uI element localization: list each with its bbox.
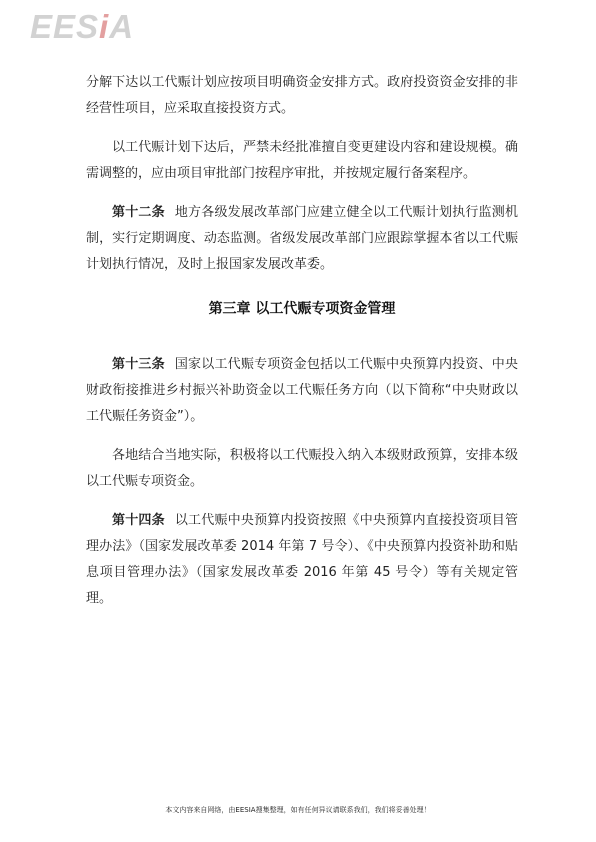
- paragraph-text: 各地结合当地实际，积极将以工代赈投入纳入本级财政预算，安排本级以工代赈专项资金。: [86, 448, 518, 489]
- paragraph-text: 以工代赈计划下达后，严禁未经批准擅自变更建设内容和建设规模。确需调整的，应由项目审批部门按程序审批，并按规定履行备案程序。: [86, 140, 518, 181]
- article-number: 第十四条: [112, 513, 165, 528]
- document-body: [86, 70, 518, 625]
- eesia-logo: [30, 8, 134, 46]
- article-number: 第十三条: [112, 357, 165, 372]
- logo-accent: i: [99, 8, 110, 45]
- paragraph: [86, 508, 518, 612]
- paragraph: [86, 70, 518, 122]
- paragraph: [86, 352, 518, 430]
- paragraph: [86, 135, 518, 187]
- paragraph-text: 分解下达以工代赈计划应按项目明确资金安排方式。政府投资资金安排的非经营性项目，应采取直接投资方式。: [86, 75, 518, 116]
- paragraph-text: 以工代赈中央预算内投资按照《中央预算内直接投资项目管理办法》（国家发展改革委 2014 年第 7 号令）、《中央预算内投资补助和贴息项目管理办法》（国家发展改革委 2016 年第 45 号令）等有关规定管理。: [86, 513, 518, 606]
- paragraph: [86, 443, 518, 495]
- article-number: 第十二条: [112, 205, 165, 220]
- footer-disclaimer: 本文内容来自网络，由EESIA搜集整理，如有任何异议请联系我们，我们将妥善处理！: [165, 806, 431, 814]
- chapter-title: 第三章 以工代赈专项资金管理: [208, 301, 396, 317]
- paragraph: [86, 200, 518, 278]
- logo-tail: A: [109, 8, 135, 45]
- paragraph-text: 地方各级发展改革部门应建立健全以工代赈计划执行监测机制，实行定期调度、动态监测。省级发展改革部门应跟踪掌握本省以工代赈计划执行情况，及时上报国家发展改革委。: [86, 205, 518, 272]
- paragraph-text: 国家以工代赈专项资金包括以工代赈中央预算内投资、中央财政衔接推进乡村振兴补助资金以工代赈任务方向（以下简称“中央财政以工代赈任务资金”）。: [86, 357, 518, 424]
- logo-main: EES: [30, 8, 100, 45]
